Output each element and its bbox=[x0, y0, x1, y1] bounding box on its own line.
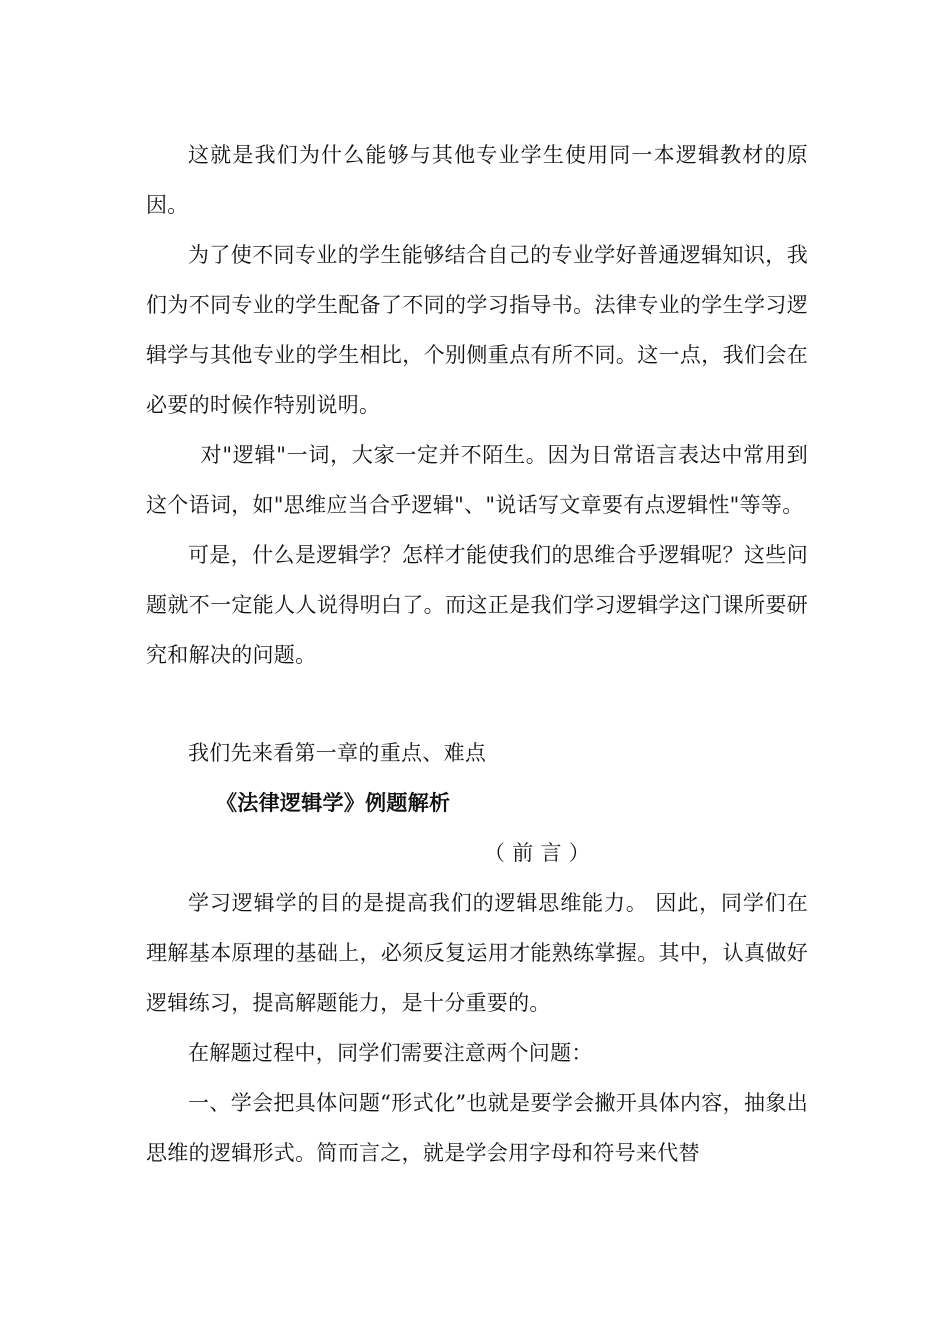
paragraph: 对"逻辑"一词，大家一定并不陌生。因为日常语言表达中常用到这个语词，如"思维应当合乎逻辑"、"说话写文章要有点逻辑性"等等。 bbox=[146, 443, 808, 517]
paragraph: 可是，什么是逻辑学？怎样才能使我们的思维合乎逻辑呢？这些问题就不一定能人人说得明白了。而这正是我们学习逻辑学这门课所要研究和解决的问题。 bbox=[146, 543, 808, 667]
intro-line: 我们先来看第一章的重点、难点 bbox=[188, 741, 487, 765]
paragraph: 这就是我们为什么能够与其他专业学生使用同一本逻辑教材的原因。 bbox=[146, 143, 808, 217]
paragraph: 为了使不同专业的学生能够结合自己的专业学好普通逻辑知识，我们为不同专业的学生配备了不同的学习指导书。法律专业的学生学习逻辑学与其他专业的学生相比，个别侧重点有所不同。这一点，我们会在必要的时候作特别说明。 bbox=[146, 243, 808, 417]
paragraph: 在解题过程中，同学们需要注意两个问题： bbox=[188, 1041, 593, 1065]
paragraph: 一、学会把具体问题“形式化”也就是要学会撇开具体内容，抽象出思维的逻辑形式。简而言之，就是学会用字母和符号来代替 bbox=[146, 1091, 808, 1165]
paragraph: 学习逻辑学的目的是提高我们的逻辑思维能力。 因此，同学们在理解基本原理的基础上，必须反复运用才能熟练掌握。其中，认真做好逻辑练习，提高解题能力，是十分重要的。 bbox=[146, 891, 808, 1015]
section-subtitle: （ 前 言 ） bbox=[483, 841, 591, 865]
section-title: 《法律逻辑学》例题解析 bbox=[216, 790, 451, 815]
document-page bbox=[146, 130, 808, 1178]
